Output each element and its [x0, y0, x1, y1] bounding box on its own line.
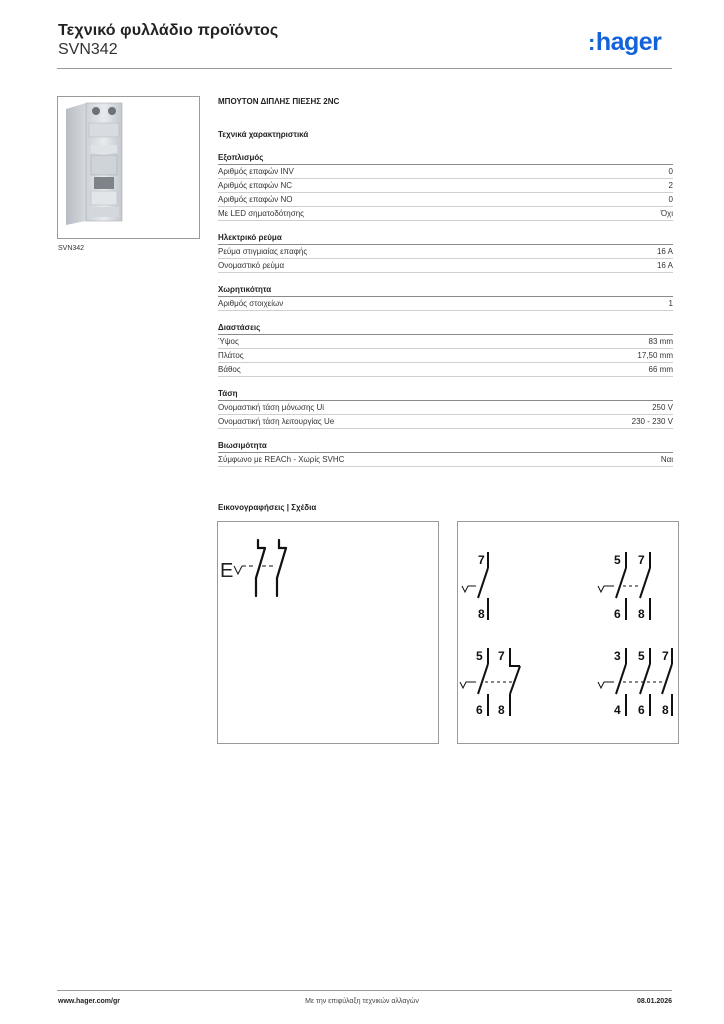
specs-column [218, 96, 673, 467]
spec-label: Σύμφωνο με REACh - Χωρίς SVHC [218, 455, 345, 464]
spec-row [218, 363, 673, 377]
spec-value: 1 [668, 299, 673, 308]
product-image-frame [57, 96, 200, 239]
spec-group-title: Χωρητικότητα [218, 284, 673, 297]
footer-website-link[interactable]: www.hager.com/gr [58, 998, 120, 1005]
product-device-icon [58, 97, 199, 238]
contact-diagram-3 [460, 648, 520, 717]
spec-row [218, 415, 673, 429]
spec-value: 250 V [652, 403, 673, 412]
spec-label: Πλάτος [218, 351, 244, 360]
spec-label: Βάθος [218, 365, 241, 374]
footer-notice: Με την επιφύλαξη τεχνικών αλλαγών [305, 998, 419, 1005]
spec-row [218, 165, 673, 179]
svg-text:8: 8 [638, 607, 645, 621]
spec-group-title: Τάση [218, 388, 673, 401]
spec-row [218, 259, 673, 273]
svg-text:5: 5 [614, 553, 621, 567]
spec-label: Αριθμός επαφών NO [218, 195, 293, 204]
product-name: ΜΠΟΥΤΟΝ ΔΙΠΛΗΣ ΠΙΕΣΗΣ 2NC [218, 97, 340, 106]
svg-text:6: 6 [638, 703, 645, 717]
spec-label: Ρεύμα στιγμιαίας επαφής [218, 247, 308, 256]
contact-configurations-diagram [458, 522, 678, 743]
header-divider [57, 68, 672, 69]
schematic-symbol-box [217, 521, 439, 744]
spec-group-equipment [218, 152, 673, 221]
contact-diagrams-box [457, 521, 679, 744]
spec-group-voltage [218, 388, 673, 429]
specs-section-title: Τεχνικά χαρακτηριστικά [218, 130, 309, 139]
svg-text:7: 7 [478, 553, 485, 567]
spec-value: 2 [668, 181, 673, 190]
spec-row [218, 297, 673, 311]
spec-value: 16 A [656, 247, 673, 256]
spec-group-capacity [218, 284, 673, 311]
pushbutton-symbol-diagram [218, 522, 438, 743]
svg-text:8: 8 [662, 703, 669, 717]
svg-text:3: 3 [614, 649, 621, 663]
svg-text:4: 4 [614, 703, 621, 717]
spec-value: 17,50 mm [637, 351, 673, 360]
contact-diagram-2 [598, 552, 650, 621]
svg-text:8: 8 [498, 703, 505, 717]
spec-group-title: Βιωσιμότητα [218, 440, 673, 453]
spec-label: Αριθμός επαφών INV [218, 167, 294, 176]
product-image-caption: SVN342 [58, 245, 85, 252]
spec-row [218, 335, 673, 349]
spec-group-title: Διαστάσεις [218, 322, 673, 335]
contact-diagram-1 [462, 552, 488, 621]
spec-row [218, 401, 673, 415]
spec-value: Όχι [660, 209, 673, 218]
spec-label: Ονομαστικό ρεύμα [218, 261, 285, 270]
hager-logo: :hager [588, 28, 662, 56]
spec-row [218, 207, 673, 221]
spec-row [218, 245, 673, 259]
spec-label: Ονομαστική τάση λειτουργίας Ue [218, 417, 335, 426]
svg-text:5: 5 [638, 649, 645, 663]
svg-text:8: 8 [478, 607, 485, 621]
spec-row [218, 179, 673, 193]
spec-label: Με LED σηματοδότησης [218, 209, 304, 218]
spec-value: 66 mm [648, 365, 673, 374]
footer-date: 08.01.2026 [636, 998, 672, 1005]
spec-group-title: Εξοπλισμός [218, 152, 673, 165]
spec-group-current [218, 232, 673, 273]
footer-divider [57, 990, 672, 991]
product-code: SVN342 [58, 41, 118, 58]
svg-text:7: 7 [498, 649, 505, 663]
diagrams-title: Εικονογραφήσεις | Σχέδια [218, 503, 317, 512]
document-title: Τεχνικό φυλλάδιο προϊόντος [58, 22, 279, 39]
spec-row [218, 453, 673, 467]
spec-group-dimensions [218, 322, 673, 377]
spec-label: Ύψος [218, 337, 239, 346]
svg-text:7: 7 [662, 649, 669, 663]
spec-label: Ονομαστική τάση μόνωσης Ui [218, 403, 325, 412]
contact-diagram-4 [598, 648, 672, 717]
spec-row [218, 349, 673, 363]
svg-text:5: 5 [476, 649, 483, 663]
spec-value: Ναι [660, 455, 673, 464]
spec-value: 16 A [656, 261, 673, 270]
svg-text:6: 6 [614, 607, 621, 621]
spec-value: 230 - 230 V [631, 417, 673, 426]
svg-text:7: 7 [638, 553, 645, 567]
spec-value: 0 [668, 195, 673, 204]
spec-label: Αριθμός επαφών NC [218, 181, 293, 190]
spec-group-title: Ηλεκτρικό ρεύμα [218, 232, 673, 245]
spec-group-sustainability [218, 440, 673, 467]
spec-value: 83 mm [648, 337, 673, 346]
spec-row [218, 193, 673, 207]
pushbutton-symbol-letter: E [220, 560, 234, 582]
spec-label: Αριθμός στοιχείων [218, 299, 284, 308]
spec-value: 0 [668, 167, 673, 176]
svg-text:6: 6 [476, 703, 483, 717]
